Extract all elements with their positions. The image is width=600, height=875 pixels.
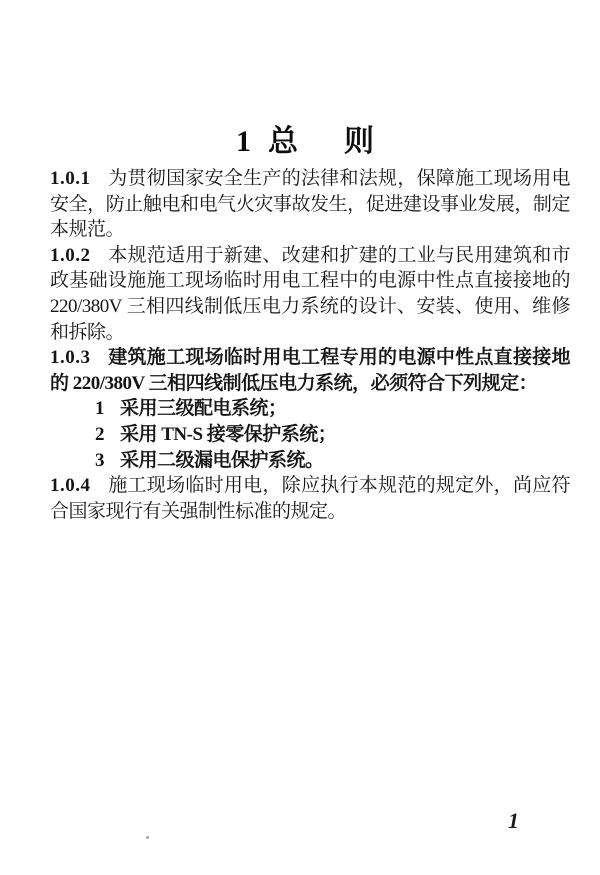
text-line bbox=[50, 243, 570, 269]
chapter-number: 1 bbox=[236, 125, 251, 159]
page-number: 1 bbox=[508, 808, 519, 833]
text-line: 安全，防止触电和电气火灾事故发生，促进建设事业发展，制定 bbox=[50, 193, 570, 215]
text-line bbox=[50, 473, 570, 499]
clause-text: 为贯彻国家安全生产的法律和法规，保障施工现场用电 bbox=[107, 168, 570, 189]
text-line: 本规范。 bbox=[50, 219, 125, 241]
item-text: 采用三级配电系统； bbox=[120, 398, 287, 420]
item-number: 1 bbox=[95, 398, 104, 420]
document-body bbox=[50, 166, 570, 524]
clause-1-0-3-item-3 bbox=[50, 448, 570, 474]
clause-1-0-3-item-1 bbox=[50, 396, 570, 422]
clause-1-0-4 bbox=[50, 473, 570, 524]
item-number: 3 bbox=[95, 449, 104, 471]
clause-1-0-1 bbox=[50, 166, 570, 243]
item-text: 采用二级漏电保护系统。 bbox=[120, 449, 324, 471]
clause-number: 1.0.3 bbox=[50, 347, 91, 369]
clause-number: 1.0.1 bbox=[50, 168, 91, 189]
scan-artifact-speck bbox=[146, 836, 149, 839]
text-line: 和拆除。 bbox=[50, 321, 125, 343]
chapter-title-char-1: 总 bbox=[268, 125, 298, 159]
clause-1-0-2 bbox=[50, 243, 570, 345]
clause-number: 1.0.4 bbox=[50, 475, 91, 497]
clause-text: 建筑施工现场临时用电工程专用的电源中性点直接接地 bbox=[107, 347, 570, 369]
text-line: 政基础设施施工现场临时用电工程中的电源中性点直接接地的 bbox=[50, 270, 570, 292]
text-line: 220/380V 三相四线制低压电力系统的设计、安装、使用、维修 bbox=[50, 295, 570, 317]
text-line bbox=[50, 166, 570, 192]
clause-1-0-3-item-2 bbox=[50, 422, 570, 448]
clause-text: 施工现场临时用电，除应执行本规范的规定外，尚应符 bbox=[107, 475, 570, 497]
clause-number: 1.0.2 bbox=[50, 244, 91, 266]
chapter-title-char-2: 则 bbox=[344, 125, 374, 159]
clause-1-0-3 bbox=[50, 345, 570, 473]
text-line: 的 220/380V 三相四线制低压电力系统，必须符合下列规定： bbox=[50, 372, 538, 394]
clause-text: 本规范适用于新建、改建和扩建的工业与民用建筑和市 bbox=[107, 244, 570, 266]
chapter-title bbox=[0, 116, 600, 160]
text-line bbox=[50, 345, 570, 371]
text-line: 合国家现行有关强制性标准的规定。 bbox=[50, 500, 347, 522]
item-number: 2 bbox=[95, 423, 104, 445]
item-text: 采用 TN-S 接零保护系统； bbox=[120, 423, 337, 445]
